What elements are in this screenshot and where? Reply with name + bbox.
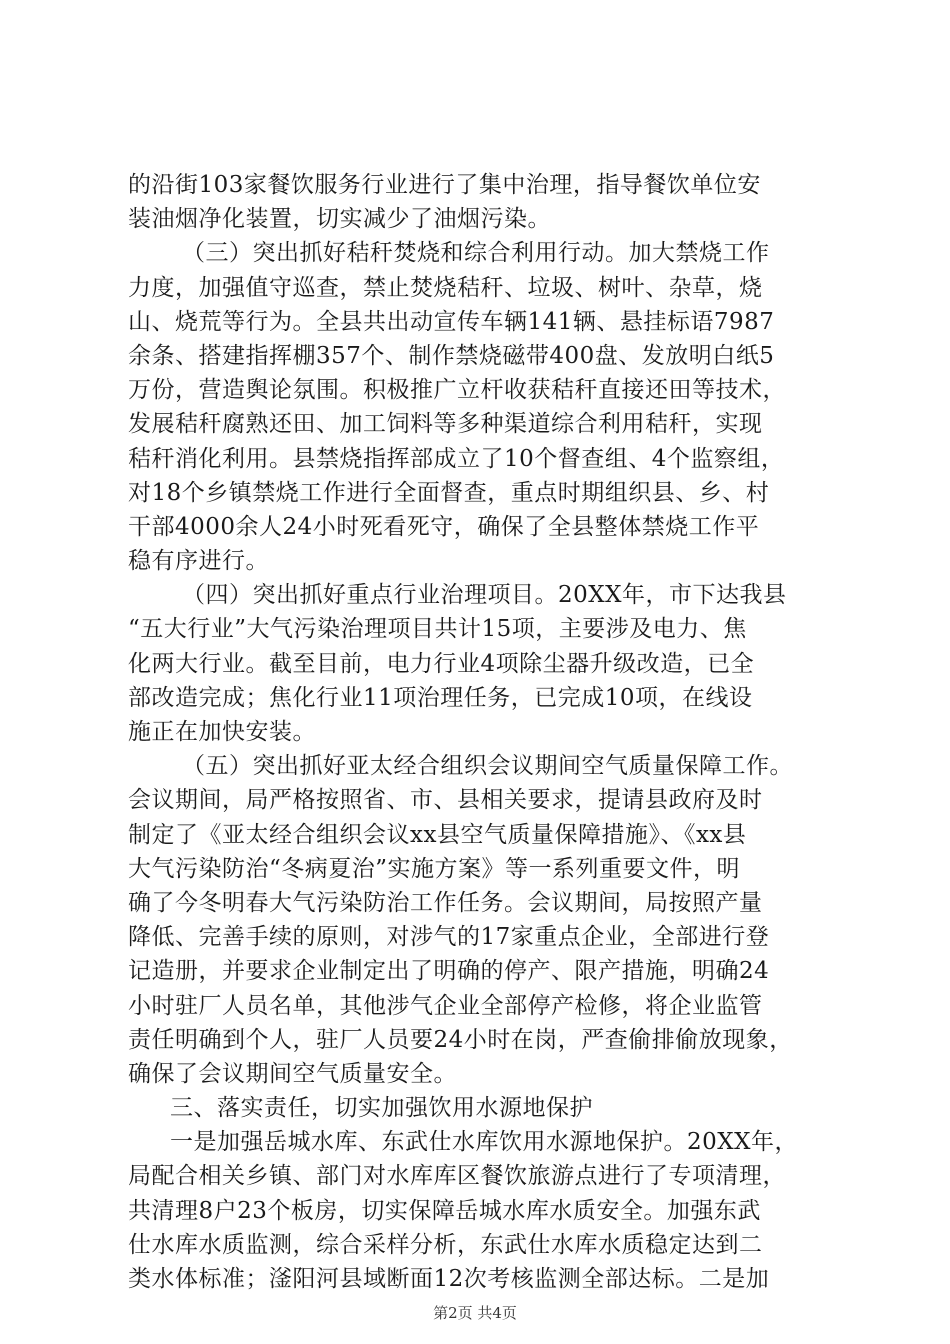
text-line: 小时驻厂人员名单，其他涉气企业全部停产检修，将企业监管 xyxy=(128,992,763,1019)
text-line: 余条、搭建指挥棚357个、制作禁烧磁带400盘、发放明白纸5 xyxy=(128,342,775,369)
text-line: 的沿街103家餐饮服务行业进行了集中治理，指导餐饮单位安 xyxy=(128,172,761,198)
text-line: 发展秸秆腐熟还田、加工饲料等多种渠道综合利用秸秆，实现 xyxy=(128,411,763,438)
text-line: 会议期间，局严格按照省、市、县相关要求，提请县政府及时 xyxy=(128,787,763,814)
text-line: 制定了《亚太经合组织会议xx县空气质量保障措施》、《xx县 xyxy=(128,821,747,848)
section-heading: 三、落实责任，切实加强饮用水源地保护 xyxy=(170,1095,593,1122)
paragraph-heading: （四）突出抓好重点行业治理项目。20XX年，市下达我县 xyxy=(182,582,787,609)
text-line: 仕水库水质监测，综合采样分析，东武仕水库水质稳定达到二 xyxy=(128,1231,763,1258)
text-line: 施正在加快安装。 xyxy=(128,719,316,745)
text-line: 装油烟净化装置，切实减少了油烟污染。 xyxy=(128,206,551,233)
text-line: 大气污染防治“冬病夏治”实施方案》等一系列重要文件，明 xyxy=(128,855,741,882)
text-line: 共清理8户23个板房，切实保障岳城水库水质安全。加强东武 xyxy=(128,1197,761,1224)
text-line: 确保了会议期间空气质量安全。 xyxy=(128,1060,457,1087)
text-line: 山、烧荒等行为。全县共出动宣传车辆141辆、悬挂标语7987 xyxy=(128,308,775,335)
text-line: 部改造完成；焦化行业11项治理任务，已完成10项，在线设 xyxy=(128,684,753,711)
text-line: 化两大行业。截至目前，电力行业4项除尘器升级改造，已全 xyxy=(128,650,755,677)
text-line: 万份，营造舆论氛围。积极推广立杆收获秸秆直接还田等技术， xyxy=(128,377,786,404)
text-line: 降低、完善手续的原则，对涉气的17家重点企业，全部进行登 xyxy=(128,924,770,951)
paragraph-heading: （五）突出抓好亚太经合组织会议期间空气质量保障工作。 xyxy=(182,753,793,780)
text-line: 确了今冬明春大气污染防治工作任务。会议期间，局按照产量 xyxy=(128,889,763,916)
text-line: 秸秆消化利用。县禁烧指挥部成立了10个督查组、4个监察组， xyxy=(128,445,785,472)
text-line: 局配合相关乡镇、部门对水库库区餐饮旅游点进行了专项清理， xyxy=(128,1163,786,1190)
text-line: 责任明确到个人，驻厂人员要24小时在岗，严查偷排偷放现象， xyxy=(128,1026,793,1053)
text-line: 记造册，并要求企业制定出了明确的停产、限产措施，明确24 xyxy=(128,958,770,985)
text-line: 类水体标准；滏阳河县域断面12次考核监测全部达标。二是加 xyxy=(128,1266,770,1292)
paragraph-heading: （三）突出抓好秸秆焚烧和综合利用行动。加大禁烧工作 xyxy=(182,240,770,267)
text-line: 对18个乡镇禁烧工作进行全面督查，重点时期组织县、乡、村 xyxy=(128,479,770,506)
text-line: 干部4000余人24小时死看死守，确保了全县整体禁烧工作平 xyxy=(128,513,760,540)
text-line: 力度，加强值守巡查，禁止焚烧秸秆、垃圾、树叶、杂草，烧 xyxy=(128,274,763,301)
text-line: “五大行业”大气污染治理项目共计15项，主要涉及电力、焦 xyxy=(128,616,747,643)
page-number-footer: 第2页 共4页 xyxy=(433,1304,517,1322)
text-line: 稳有序进行。 xyxy=(128,548,269,575)
paragraph-heading: 一是加强岳城水库、东武仕水库饮用水源地保护。20XX年， xyxy=(170,1129,799,1156)
document-body xyxy=(128,168,822,1296)
